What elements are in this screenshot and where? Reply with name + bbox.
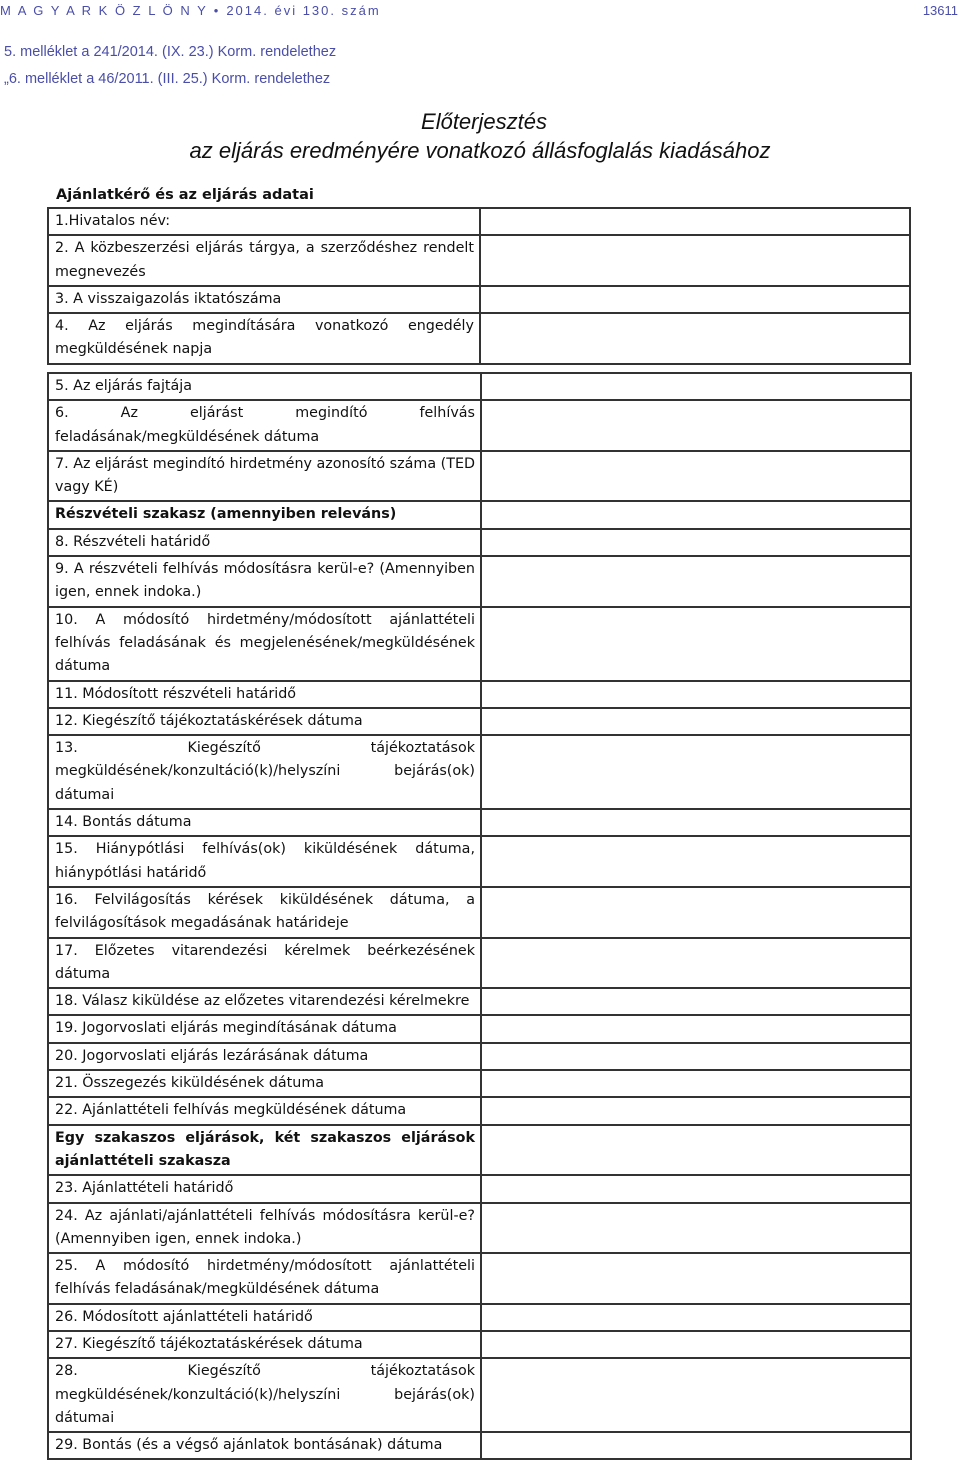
field-label: 5. Az eljárás fajtája (48, 373, 481, 400)
field-label: 22. Ajánlattételi felhívás megküldésének dátuma (48, 1097, 481, 1124)
field-label: 12. Kiegészítő tájékoztatáskérések dátuma (48, 708, 481, 735)
field-value-cell[interactable] (481, 400, 911, 451)
field-value-cell[interactable] (481, 1070, 911, 1097)
document-title (0, 107, 960, 165)
field-value-cell[interactable] (480, 313, 910, 364)
subsection-heading: Részvételi szakasz (amennyiben releváns) (48, 501, 481, 528)
title-line-2: az eljárás eredményére vonatkozó állásfoglalás kiadásához (189, 138, 771, 163)
field-value-cell[interactable] (481, 607, 911, 681)
field-value-cell[interactable] (481, 1097, 911, 1124)
field-label: 1.Hivatalos név: (48, 208, 480, 235)
field-label: 24. Az ajánlati/ajánlattételi felhívás módosításra kerül-e? (Amennyiben igen, ennek indoka.) (48, 1203, 481, 1254)
form-row (48, 1070, 911, 1097)
field-value-cell[interactable] (481, 1175, 911, 1202)
field-label: 9. A részvételi felhívás módosításra kerül-e? (Amennyiben igen, ennek indoka.) (48, 556, 481, 607)
form-row (48, 681, 911, 708)
form-row (48, 313, 910, 364)
section-heading-contracting-authority: Ajánlatkérő és az eljárás adatai (56, 187, 314, 203)
field-label: 3. A visszaigazolás iktatószáma (48, 286, 480, 313)
field-label: 4. Az eljárás megindítására vonatkozó engedély megküldésének napja (48, 313, 480, 364)
field-label: 13. Kiegészítő tájékoztatások megküldésének/konzultáció(k)/helyszíni bejárás(ok) dátumai (48, 735, 481, 809)
form-row (48, 1331, 911, 1358)
field-value-cell[interactable] (480, 208, 910, 235)
field-value-cell[interactable] (481, 556, 911, 607)
field-label: 28. Kiegészítő tájékoztatások megküldésének/konzultáció(k)/helyszíni bejárás(ok) dátumai (48, 1358, 481, 1432)
field-label: 16. Felvilágosítás kérések kiküldésének dátuma, a felvilágosítások megadásának határideje (48, 887, 481, 938)
form-row (48, 451, 911, 502)
form-row (48, 809, 911, 836)
form-row (48, 1175, 911, 1202)
form-row (48, 501, 911, 528)
field-label: 18. Válasz kiküldése az előzetes vitarendezési kérelmekre (48, 988, 481, 1015)
page-number: 13611 (922, 3, 958, 18)
field-value-cell[interactable] (481, 809, 911, 836)
form-row (48, 556, 911, 607)
form-row (48, 887, 911, 938)
form-row (48, 373, 911, 400)
field-value-cell[interactable] (481, 1358, 911, 1432)
form-row (48, 286, 910, 313)
form-row (48, 708, 911, 735)
field-value-cell[interactable] (480, 286, 910, 313)
field-label: 17. Előzetes vitarendezési kérelmek beérkezésének dátuma (48, 938, 481, 989)
journal-header (0, 3, 381, 18)
field-label: 15. Hiánypótlási felhívás(ok) kiküldésének dátuma, hiánypótlási határidő (48, 836, 481, 887)
subsection-heading: Egy szakaszos eljárások, két szakaszos eljárások ajánlattételi szakasza (48, 1125, 481, 1176)
form-row (48, 1304, 911, 1331)
form-row (48, 735, 911, 809)
field-label: 29. Bontás (és a végső ajánlatok bontásának) dátuma (48, 1432, 481, 1459)
form-row (48, 1203, 911, 1254)
form-row (48, 836, 911, 887)
form-row (48, 1432, 911, 1459)
field-value-cell[interactable] (481, 1203, 911, 1254)
form-table-authority-data (47, 207, 911, 365)
field-value-cell[interactable] (481, 451, 911, 502)
header-bullet: • (213, 3, 221, 18)
field-label: 6. Az eljárást megindító felhívás feladásának/megküldésének dátuma (48, 400, 481, 451)
field-label: 14. Bontás dátuma (48, 809, 481, 836)
form-row (48, 607, 911, 681)
field-value-cell[interactable] (481, 1253, 911, 1304)
field-value-cell[interactable] (481, 529, 911, 556)
field-value-cell[interactable] (481, 1015, 911, 1042)
field-value-cell[interactable] (481, 373, 911, 400)
field-label: 19. Jogorvoslati eljárás megindításának dátuma (48, 1015, 481, 1042)
field-value-cell[interactable] (481, 501, 911, 528)
field-value-cell[interactable] (481, 836, 911, 887)
field-label: 21. Összegezés kiküldésének dátuma (48, 1070, 481, 1097)
field-label: 11. Módosított részvételi határidő (48, 681, 481, 708)
running-head (0, 0, 960, 24)
form-row (48, 1097, 911, 1124)
form-table-procedure-data (47, 372, 912, 1460)
field-value-cell[interactable] (481, 1432, 911, 1459)
form-row (48, 1358, 911, 1432)
field-value-cell[interactable] (481, 988, 911, 1015)
field-value-cell[interactable] (481, 1304, 911, 1331)
field-label: 7. Az eljárást megindító hirdetmény azonosító száma (TED vagy KÉ) (48, 451, 481, 502)
field-value-cell[interactable] (481, 1125, 911, 1176)
field-label: 8. Részvételi határidő (48, 529, 481, 556)
issue-label: 2014. évi 130. szám (226, 3, 381, 18)
field-value-cell[interactable] (481, 887, 911, 938)
field-value-cell[interactable] (481, 735, 911, 809)
annex-reference-2: „6. melléklet a 46/2011. (III. 25.) Korm. rendelethez (4, 71, 331, 87)
form-row (48, 1125, 911, 1176)
field-label: 2. A közbeszerzési eljárás tárgya, a szerződéshez rendelt megnevezés (48, 235, 480, 286)
field-label: 10. A módosító hirdetmény/módosított ajánlattételi felhívás feladásának és megjelenésének/megküldésének dátuma (48, 607, 481, 681)
field-label: 25. A módosító hirdetmény/módosított ajánlattételi felhívás feladásának/megküldésének dátuma (48, 1253, 481, 1304)
annex-reference-1: 5. melléklet a 241/2014. (IX. 23.) Korm. rendelethez (4, 44, 337, 60)
field-value-cell[interactable] (481, 708, 911, 735)
form-row (48, 400, 911, 451)
form-row (48, 1253, 911, 1304)
field-value-cell[interactable] (481, 938, 911, 989)
form-row (48, 208, 910, 235)
field-value-cell[interactable] (480, 235, 910, 286)
title-line-1: Előterjesztés (421, 109, 547, 134)
form-row (48, 235, 910, 286)
field-label: 27. Kiegészítő tájékoztatáskérések dátuma (48, 1331, 481, 1358)
field-label: 26. Módosított ajánlattételi határidő (48, 1304, 481, 1331)
form-row (48, 529, 911, 556)
field-value-cell[interactable] (481, 1043, 911, 1070)
field-value-cell[interactable] (481, 681, 911, 708)
field-label: 23. Ajánlattételi határidő (48, 1175, 481, 1202)
form-row (48, 1015, 911, 1042)
field-label: 20. Jogorvoslati eljárás lezárásának dátuma (48, 1043, 481, 1070)
field-value-cell[interactable] (481, 1331, 911, 1358)
journal-title: M A G Y A R K Ö Z L Ö N Y (0, 3, 208, 18)
form-row (48, 988, 911, 1015)
form-row (48, 938, 911, 989)
form-row (48, 1043, 911, 1070)
